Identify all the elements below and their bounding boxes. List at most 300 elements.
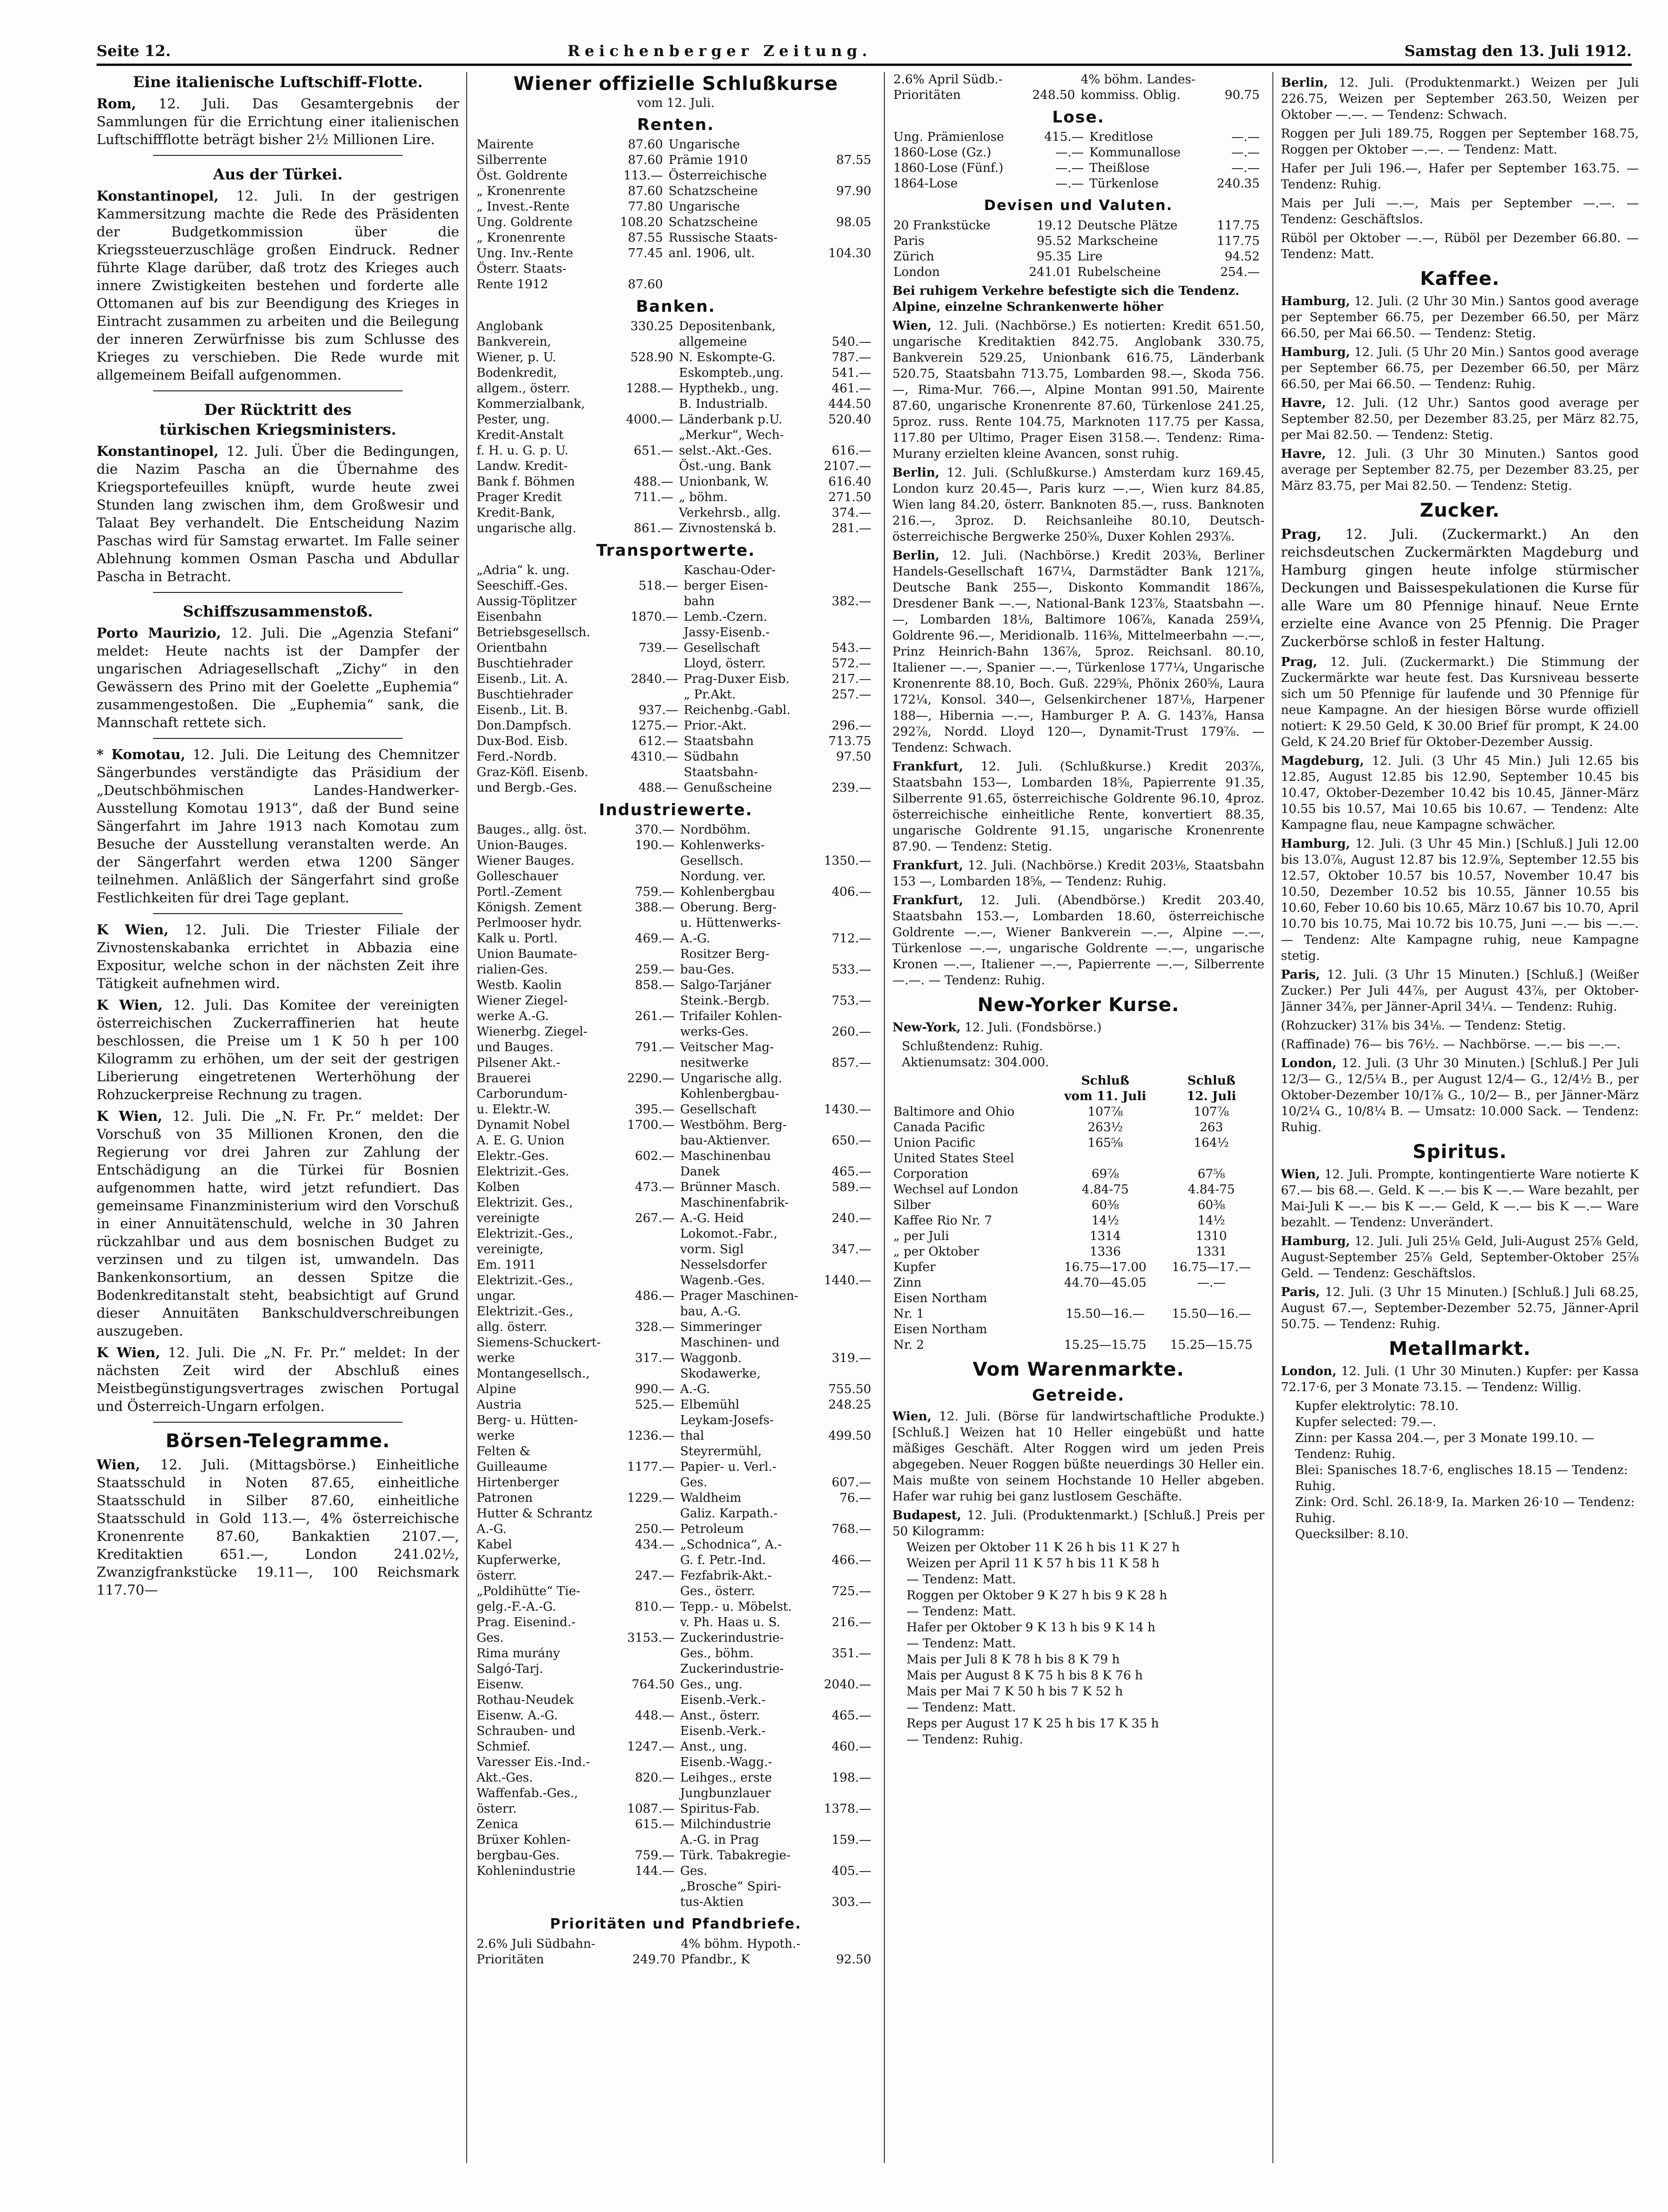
article-text: 12. Juli. Die „N. Fr. Pr.“ meldet: Der Vorschuß von 35 Millionen Kronen, den die Regierung vor drei Jahren zur Zahlung der Entschädigung an die Türkei für Bosnien aufgenommen hatte, wird jetzt refundiert. Das gemeinsame Finanzministerium wird den Vorschuß in einer Annuitätenschuld, welche in 30 Jahren rückzahlbar und aus dem bosnischen Budget zu verzinsen und zu tilgen ist, umwandeln. Das Bankenkonsortium, an dessen Spitze die Bodenkreditanstalt steht, beabsichtigt auf Grund dieser Annuitäten Bankschuldverschreibungen auszugeben. bbox=[97, 1108, 459, 1339]
table-cell: 616.— bbox=[832, 444, 871, 458]
table-cell: Staatsbahn bbox=[683, 734, 754, 748]
table-row bbox=[476, 459, 876, 474]
table-cell: Lire bbox=[1077, 250, 1103, 264]
table-row bbox=[476, 1164, 876, 1180]
table-cell: 540.— bbox=[832, 335, 871, 349]
table-cell bbox=[816, 1537, 876, 1553]
table-cell: —.— bbox=[1055, 177, 1084, 191]
table-cell: —.— bbox=[1055, 161, 1084, 175]
table-row bbox=[476, 1522, 876, 1537]
table-cell: 434.— bbox=[635, 1538, 675, 1552]
table-cell: Eisenb.-Verk.- bbox=[680, 1724, 766, 1738]
table-cell: 370.— bbox=[635, 823, 675, 837]
table-cell: 250.— bbox=[635, 1522, 675, 1536]
table-cell: Silber bbox=[893, 1198, 931, 1212]
article-text: 12. Juli. (3 Uhr 30 Minuten.) Santos good average per September 82.75, per Dezember 83.25, per März 83.75, per Mai 82.50. — Tendenz: Stetig. bbox=[1281, 447, 1639, 493]
table-row bbox=[476, 1537, 876, 1553]
table-cell: 759.— bbox=[635, 1848, 675, 1863]
table-cell: Kredit-Bank, bbox=[477, 506, 555, 520]
table-cell bbox=[668, 261, 813, 277]
table-cell bbox=[619, 1693, 679, 1708]
table-cell bbox=[812, 261, 876, 277]
table-cell: Wagenb.-Ges. bbox=[680, 1273, 765, 1288]
table-cell: 87.55 bbox=[836, 153, 871, 167]
table-row bbox=[476, 334, 876, 350]
article bbox=[1281, 654, 1639, 750]
table-cell: 4000.— bbox=[626, 413, 673, 427]
table-cell: 97.50 bbox=[836, 750, 871, 764]
table-cell: Bodenkredit, bbox=[477, 366, 557, 380]
table-cell: 2840.— bbox=[631, 672, 678, 686]
table-cell: Österr. Staats- bbox=[477, 262, 567, 276]
table-cell bbox=[816, 1335, 876, 1351]
table-cell: Lemb.-Czern. bbox=[683, 610, 768, 624]
table-cell: 857.— bbox=[832, 1056, 871, 1070]
table-cell bbox=[816, 1086, 876, 1102]
table-cell: 92.50 bbox=[836, 1953, 871, 1967]
table-row bbox=[892, 265, 1264, 280]
table-cell bbox=[622, 1937, 680, 1952]
table-cell: 711.— bbox=[633, 490, 673, 504]
table-cell: Rente 1912 bbox=[477, 277, 548, 292]
table-cell: Westb. Kaolin bbox=[477, 978, 562, 992]
table-cell: 612.— bbox=[639, 734, 678, 748]
table-cell: 388.— bbox=[635, 900, 675, 915]
table-row bbox=[476, 365, 876, 381]
price-lines bbox=[892, 1539, 1264, 1748]
table-cell: 461.— bbox=[832, 381, 871, 396]
table-cell: Theißlose bbox=[1089, 161, 1150, 175]
table-cell: Anglobank bbox=[477, 319, 543, 333]
table-cell: Jungbunzlauer bbox=[680, 1786, 771, 1800]
table-cell: 1350.— bbox=[824, 854, 871, 868]
table-cell: 488.— bbox=[639, 781, 678, 795]
article bbox=[892, 465, 1264, 545]
table-cell: 713.75 bbox=[828, 734, 871, 748]
table-cell bbox=[816, 625, 876, 640]
quote-table-transport bbox=[476, 563, 876, 796]
table-cell bbox=[816, 978, 876, 993]
table-cell: 725.— bbox=[832, 1584, 871, 1598]
table-cell: Hypthekb., ung. bbox=[679, 381, 779, 396]
price-lines bbox=[1281, 1398, 1639, 1542]
table-cell: Steink.-Bergb. bbox=[680, 994, 770, 1008]
table-cell: Salgó-Tarj. bbox=[477, 1662, 543, 1676]
table-cell: Wiener Ziegel- bbox=[477, 994, 568, 1008]
table-cell: 755.50 bbox=[828, 1382, 871, 1396]
table-cell: Schrauben- und bbox=[477, 1724, 575, 1738]
table-row bbox=[476, 1832, 876, 1848]
table-cell: Perlmooser hydr. bbox=[477, 916, 582, 930]
table-cell: Zuckerindustrie- bbox=[680, 1631, 784, 1645]
table-cell: Prager Maschinen- bbox=[680, 1289, 799, 1303]
article bbox=[97, 1107, 459, 1340]
table-row bbox=[892, 145, 1264, 161]
table-cell: 1247.— bbox=[627, 1740, 675, 1754]
table-cell: bahn bbox=[683, 594, 715, 608]
table-cell bbox=[816, 578, 876, 594]
dateline: Konstantinopel, bbox=[97, 443, 219, 459]
newspaper-title: Reichenberger Zeitung. bbox=[567, 42, 872, 60]
table-title: Devisen und Valuten. bbox=[984, 197, 1173, 214]
table-cell: Türk. Tabakregie- bbox=[680, 1848, 791, 1863]
table-title: Prioritäten und Pfandbriefe. bbox=[550, 1916, 802, 1932]
table-cell: Schmief. bbox=[477, 1740, 531, 1754]
table-cell: Pilsener Akt.- bbox=[477, 1056, 560, 1070]
table-cell: „ Kronenrente bbox=[477, 231, 566, 245]
table-cell: Corporation bbox=[893, 1167, 969, 1181]
table-cell: anl. 1906, ult. bbox=[668, 246, 755, 260]
table-row bbox=[892, 1275, 1264, 1291]
table-cell: „ Kronenrente bbox=[477, 184, 566, 198]
table-row bbox=[476, 199, 876, 215]
table-title: Lose. bbox=[1052, 108, 1105, 127]
table-cell: Felten & bbox=[477, 1444, 531, 1458]
table-cell: 448.— bbox=[635, 1709, 675, 1723]
table-cell: Papier- u. Verl.- bbox=[680, 1460, 777, 1474]
table-row bbox=[476, 1273, 876, 1288]
dateline: London, bbox=[1281, 1056, 1337, 1070]
table-cell: 164½ bbox=[1193, 1136, 1229, 1150]
table-row bbox=[892, 218, 1264, 234]
table-row bbox=[476, 443, 876, 459]
table-cell: Wienerbg. Ziegel- bbox=[477, 1025, 588, 1039]
article-text: 12. Juli. (3 Uhr 45 Min.) Juli 12.65 bis 12.85, August 12.85 bis 12.90, September 10.45 bis 10.47, Oktober-Dezember 10.42 bis 10.45, Jänner-März 10.55 bis 10.57, Mai 10.65 bis 10.67. — Tendenz: Alte Kampagne flau, neue Kampagne schwächer. bbox=[1281, 754, 1639, 832]
article-title: Eine italienische Luftschiff-Flotte. bbox=[133, 73, 423, 91]
table-row bbox=[476, 1801, 876, 1817]
table-row bbox=[476, 412, 876, 428]
table-cell bbox=[816, 1226, 876, 1242]
table-cell bbox=[476, 1895, 619, 1910]
table-row bbox=[476, 1895, 876, 1910]
table-cell: 14½ bbox=[1198, 1214, 1225, 1228]
price-line: Kupfer elektrolytic: 78.10. bbox=[1295, 1399, 1459, 1413]
table-row bbox=[476, 1009, 876, 1024]
table-row bbox=[476, 884, 876, 900]
table-cell bbox=[816, 563, 876, 578]
table-cell: Kredit-Anstalt bbox=[477, 428, 564, 442]
table-header-row bbox=[892, 1073, 1264, 1089]
article-text: 12. Juli. (Mittagsbörse.) Einheitliche Staatsschuld in Noten 87.65, einheitliche Staatsschuld in Silber 87.60, einheitliche Staatsschuld in Gold 113.—, 4% österreichische Kronenrente 87.60, Bankaktien 2107.—, Kreditaktien 651.—, London 241.02½, Zwanzigfrankstücke 19.11—, 100 Reichsmark 117.70— bbox=[97, 1457, 459, 1598]
table-cell: Aussig-Töplitzer bbox=[477, 594, 577, 608]
table-cell: 4310.— bbox=[631, 750, 678, 764]
table-cell: Waldheim bbox=[680, 1491, 742, 1505]
article-text: 12. Juli. Die „Agenzia Stefani“ meldet: Heute nachts ist der Dampfer der ungarischen Adriagesellschaft „Zichy“ in den Gewässern des Prino mit der Goelette „Euphemia“ zusammengestoßen. Die „Euphemia“ sank, die Mannschaft rettete sich. bbox=[97, 625, 459, 730]
table-cell: Maschinenfabrik- bbox=[680, 1196, 789, 1210]
table-cell bbox=[816, 1879, 876, 1895]
table-cell: bau-Ges. bbox=[680, 963, 735, 977]
table-cell: Kupferwerke, bbox=[477, 1553, 561, 1567]
table-cell: „Adria“ k. ung. bbox=[477, 563, 570, 577]
table-cell bbox=[816, 1755, 876, 1770]
quote-table-devisen bbox=[892, 218, 1264, 280]
table-cell: Ungarische allg. bbox=[680, 1071, 783, 1086]
table-cell: Ges. bbox=[680, 1475, 707, 1490]
table-cell bbox=[619, 1475, 679, 1491]
table-cell: Elbemühl bbox=[680, 1398, 740, 1412]
article-text: 12. Juli. Das Komitee der vereinigten österreichischen Zuckerraffinerien hat heute beschlossen, die Preise um 1 K 50 h per 100 Kilogramm zu erhöhen, um der seit der gestrigen Liberierung eingetretenen Werterhöhung der Rohzuckerpreise Rechnung zu tragen. bbox=[97, 997, 459, 1102]
dateline: K Wien, bbox=[97, 1345, 161, 1361]
table-cell bbox=[619, 916, 679, 931]
table-cell: 303.— bbox=[832, 1895, 871, 1909]
article bbox=[97, 1456, 459, 1599]
table-cell bbox=[1052, 1322, 1158, 1337]
table-cell: Austria bbox=[477, 1398, 522, 1412]
table-cell: Waggonb. bbox=[680, 1351, 742, 1365]
table-cell: Zinn bbox=[893, 1276, 922, 1290]
table-row bbox=[476, 853, 876, 869]
table-cell bbox=[619, 1273, 679, 1288]
table-row bbox=[476, 1739, 876, 1755]
table-cell: 94.52 bbox=[1224, 250, 1260, 264]
table-cell bbox=[816, 1444, 876, 1459]
table-cell: 259.— bbox=[635, 963, 675, 977]
article bbox=[892, 1507, 1264, 1539]
table-cell bbox=[618, 625, 683, 640]
table-cell: und Bauges. bbox=[477, 1040, 554, 1054]
table-cell: Anst., ung. bbox=[680, 1740, 747, 1754]
table-cell: 1288.— bbox=[626, 381, 673, 396]
table-cell: 753.— bbox=[832, 994, 871, 1008]
table-cell: gelg.-F.-A.-G. bbox=[477, 1600, 557, 1614]
table-cell bbox=[619, 1786, 679, 1801]
table-cell: 528.90 bbox=[630, 350, 673, 365]
table-cell: 77.45 bbox=[628, 246, 663, 260]
table-cell: Ges. bbox=[680, 1864, 707, 1878]
table-cell: „ Pr.Akt. bbox=[683, 688, 736, 702]
table-row bbox=[476, 168, 876, 184]
table-row bbox=[476, 822, 876, 838]
table-cell: „ per Oktober bbox=[893, 1245, 980, 1259]
dateline: Konstantinopel, bbox=[97, 188, 219, 204]
table-cell: ungarische allg. bbox=[477, 521, 576, 535]
table-cell: und Bergb.-Ges. bbox=[477, 781, 577, 795]
table-cell bbox=[816, 1195, 876, 1211]
table-cell: allgemeine bbox=[679, 335, 747, 349]
table-cell: 257.— bbox=[832, 688, 871, 702]
table-cell bbox=[812, 199, 876, 215]
table-cell: Jassy-Eisenb.- bbox=[683, 625, 770, 640]
table-cell bbox=[612, 459, 678, 474]
table-cell: 107⅞ bbox=[1193, 1105, 1229, 1119]
table-cell: Wiener, p. U. bbox=[477, 350, 557, 365]
table-cell: Türkenlose bbox=[1089, 177, 1159, 191]
table-cell: Zenica bbox=[477, 1817, 518, 1831]
table-cell bbox=[1052, 1291, 1158, 1306]
table-cell: Salgo-Tarjáner bbox=[680, 978, 771, 992]
table-cell: Anst., österr. bbox=[680, 1709, 760, 1723]
table-row bbox=[476, 1397, 876, 1413]
table-cell: 520.40 bbox=[828, 413, 871, 427]
table-row bbox=[476, 230, 876, 246]
table-cell bbox=[619, 1646, 679, 1661]
article bbox=[892, 1409, 1264, 1505]
table-row bbox=[476, 1937, 876, 1952]
table-cell: Leihges., erste bbox=[680, 1771, 772, 1785]
article bbox=[1281, 525, 1639, 650]
table-cell: 473.— bbox=[635, 1180, 675, 1194]
table-cell: Kommunallose bbox=[1089, 146, 1181, 160]
table-cell: A.-G. bbox=[680, 1382, 711, 1396]
table-cell: Veitscher Mag- bbox=[680, 1040, 774, 1054]
table-cell: Hirtenberger bbox=[477, 1475, 559, 1490]
table-cell: 541.— bbox=[832, 366, 871, 380]
table-cell: 198.— bbox=[832, 1771, 871, 1785]
table-cell: Galiz. Karpath.- bbox=[680, 1507, 778, 1521]
table-cell: 60⅜ bbox=[1091, 1198, 1119, 1212]
table-cell: 87.60 bbox=[628, 277, 663, 292]
table-row bbox=[476, 1118, 876, 1133]
table-row bbox=[476, 1677, 876, 1693]
table-cell: Prager Kredit bbox=[477, 490, 562, 504]
table-cell: vereinigte, bbox=[477, 1242, 544, 1256]
table-cell bbox=[619, 1895, 679, 1910]
table-row bbox=[476, 869, 876, 884]
table-cell bbox=[816, 765, 876, 780]
article bbox=[892, 548, 1264, 756]
divider bbox=[153, 592, 403, 593]
table-cell: Öst. Goldrente bbox=[477, 169, 568, 183]
table-cell: 810.— bbox=[635, 1600, 675, 1614]
table-cell bbox=[816, 1413, 876, 1428]
ny-quote-table bbox=[892, 1073, 1264, 1353]
table-cell: Silberrente bbox=[477, 153, 547, 167]
table-cell: 858.— bbox=[635, 978, 675, 992]
table-cell: 165⅝ bbox=[1087, 1136, 1123, 1150]
table-cell bbox=[816, 1630, 876, 1646]
header-cell: 12. Juli bbox=[1186, 1089, 1236, 1103]
article bbox=[97, 624, 459, 731]
article bbox=[1281, 1233, 1639, 1281]
table-cell bbox=[476, 1879, 619, 1895]
table-row bbox=[476, 1335, 876, 1351]
table-title: Banken. bbox=[636, 297, 716, 316]
article-title: Schiffszusammenstoß. bbox=[183, 602, 373, 620]
table-cell: 67⅝ bbox=[1198, 1167, 1225, 1181]
table-cell: 216.— bbox=[832, 1615, 871, 1629]
table-cell: 607.— bbox=[832, 1475, 871, 1490]
table-cell: 263 bbox=[1199, 1120, 1223, 1134]
table-cell: „Merkur“, Wech- bbox=[679, 428, 784, 442]
table-cell: Hutter & Schrantz bbox=[477, 1507, 592, 1521]
column-2 bbox=[476, 72, 876, 2163]
table-cell: 260.— bbox=[832, 1025, 871, 1039]
table-cell: 190.— bbox=[635, 838, 675, 852]
article-text: 12. Juli. (Nachbörse.) Es notierten: Kredit 651.50, ungarische Kreditaktien 842.75. Anglobank 330.75, Bankverein 529.25, Unionbank 616.75, Länderbank 520.75, Staatsbahn 713.75, Lombarden 98.—, Skoda 756.—, Rima-Mur. 766.—, Alpine Montan 991.50, Mairente 87.60, ungarische Kronenrente 87.60, Türkenlose 241.25, 5proz. russ. Rente 104.75, Marknoten 117.75 per Kassa, 117.80 per Ultimo, Prager Eisen 3158.—. Tendenz: Rima-Murany erzielten kleine Avancen, sonst ruhig. bbox=[892, 319, 1264, 461]
table-cell bbox=[619, 947, 679, 962]
table-cell bbox=[612, 334, 678, 350]
article-text: 12. Juli. (3 Uhr 15 Minuten.) [Schluß.] (Weißer Zucker.) Per Juli 44⅞, per August 43⅞, per Oktober-Jänner 34⅞, per Jänner-April 34¼. — Tendenz: Ruhig. bbox=[1281, 968, 1639, 1014]
table-cell bbox=[1023, 72, 1080, 88]
dateline: Havre, bbox=[1281, 396, 1326, 410]
divider bbox=[153, 155, 403, 156]
table-cell: Elektr.-Ges. bbox=[477, 1149, 549, 1163]
table-header-row bbox=[892, 1089, 1264, 1104]
article bbox=[97, 95, 459, 148]
table-cell bbox=[810, 319, 876, 334]
table-row bbox=[476, 625, 876, 640]
table-cell: Nr. 1 bbox=[893, 1307, 924, 1321]
dateline: Wien, bbox=[1281, 1167, 1320, 1182]
table-cell: 87.60 bbox=[628, 138, 663, 152]
table-row bbox=[476, 215, 876, 230]
article-text: (Raffinade) 76— bis 76½. — Nachbörse. —.— bis —.—. bbox=[1281, 1037, 1621, 1052]
table-title: Renten. bbox=[637, 115, 714, 134]
table-cell: —.— bbox=[1231, 130, 1260, 144]
table-cell: Elektrizit.-Ges., bbox=[477, 1273, 574, 1288]
table-row bbox=[476, 1708, 876, 1724]
table-cell: 406.— bbox=[832, 885, 871, 899]
table-row bbox=[476, 1055, 876, 1071]
price-line: — Tendenz: Ruhig. bbox=[907, 1733, 1023, 1747]
article bbox=[892, 858, 1264, 890]
table-cell: 60⅜ bbox=[1198, 1198, 1225, 1212]
table-cell: 4% böhm. Landes- bbox=[1080, 73, 1196, 87]
table-row bbox=[476, 1786, 876, 1801]
table-cell: 15.50—16.— bbox=[1172, 1307, 1251, 1321]
table-cell: Nesselsdorfer bbox=[680, 1258, 767, 1272]
article-title: Aus der Türkei. bbox=[213, 165, 343, 183]
table-row bbox=[476, 1568, 876, 1584]
table-cell bbox=[619, 1413, 679, 1428]
table-cell: thal bbox=[680, 1429, 704, 1443]
table-cell bbox=[816, 1817, 876, 1832]
table-cell: Maschinen- und bbox=[680, 1336, 780, 1350]
table-cell: 374.— bbox=[832, 506, 871, 520]
table-cell: A.-G. Heid bbox=[680, 1211, 744, 1225]
table-row bbox=[476, 521, 876, 536]
article bbox=[97, 745, 459, 907]
section-subtitle: vom 12. Juli. bbox=[637, 96, 715, 110]
divider bbox=[153, 1422, 403, 1423]
table-cell: Lokomot.-Fabr., bbox=[680, 1227, 777, 1241]
article-text: 12. Juli. Juli 25⅛ Geld, Juli-August 25⅞ Geld, August-September 25⅞ Geld, September-Oktober 25⅞ Geld. — Tendenz: Geschäftslos. bbox=[1281, 1234, 1639, 1280]
table-cell: 2040.— bbox=[824, 1677, 871, 1692]
section-title: Spiritus. bbox=[1412, 1141, 1507, 1163]
table-cell bbox=[619, 1661, 679, 1677]
header-cell bbox=[892, 1073, 1052, 1089]
table-cell bbox=[619, 1615, 679, 1630]
table-cell: B. Industrialb. bbox=[679, 397, 768, 411]
dateline: Hamburg, bbox=[1281, 1234, 1350, 1248]
article-title: Der Rücktritt des bbox=[204, 401, 352, 419]
dateline: Hamburg, bbox=[1281, 294, 1350, 308]
table-cell: Elektrizit.-Ges., bbox=[477, 1227, 574, 1241]
table-row bbox=[476, 246, 876, 261]
table-cell: A.-G. in Prag bbox=[680, 1833, 759, 1847]
divider bbox=[153, 738, 403, 739]
table-cell bbox=[812, 137, 876, 153]
table-cell: —.— bbox=[1197, 1276, 1226, 1290]
table-row bbox=[476, 1351, 876, 1366]
table-row bbox=[476, 765, 876, 780]
price-line: Roggen per Oktober 9 K 27 h bis 9 K 28 h bbox=[907, 1588, 1167, 1603]
table-cell: Pfandbr., K bbox=[681, 1953, 750, 1967]
table-cell: Carborundum- bbox=[477, 1087, 567, 1101]
table-cell bbox=[816, 1320, 876, 1335]
table-cell: G. f. Petr.-Ind. bbox=[680, 1553, 766, 1567]
dateline: Havre, bbox=[1281, 447, 1326, 461]
column-3 bbox=[892, 72, 1264, 2163]
table-cell: Königsh. Zement bbox=[477, 900, 582, 915]
table-cell: 240.35 bbox=[1217, 177, 1260, 191]
table-cell: Spiritus-Fab. bbox=[680, 1802, 760, 1816]
table-cell bbox=[816, 1118, 876, 1133]
table-row bbox=[892, 1135, 1264, 1151]
table-cell bbox=[619, 1055, 679, 1071]
quote-table-prioritaeten-cont bbox=[892, 72, 1264, 103]
dateline: London, bbox=[1281, 1364, 1337, 1378]
